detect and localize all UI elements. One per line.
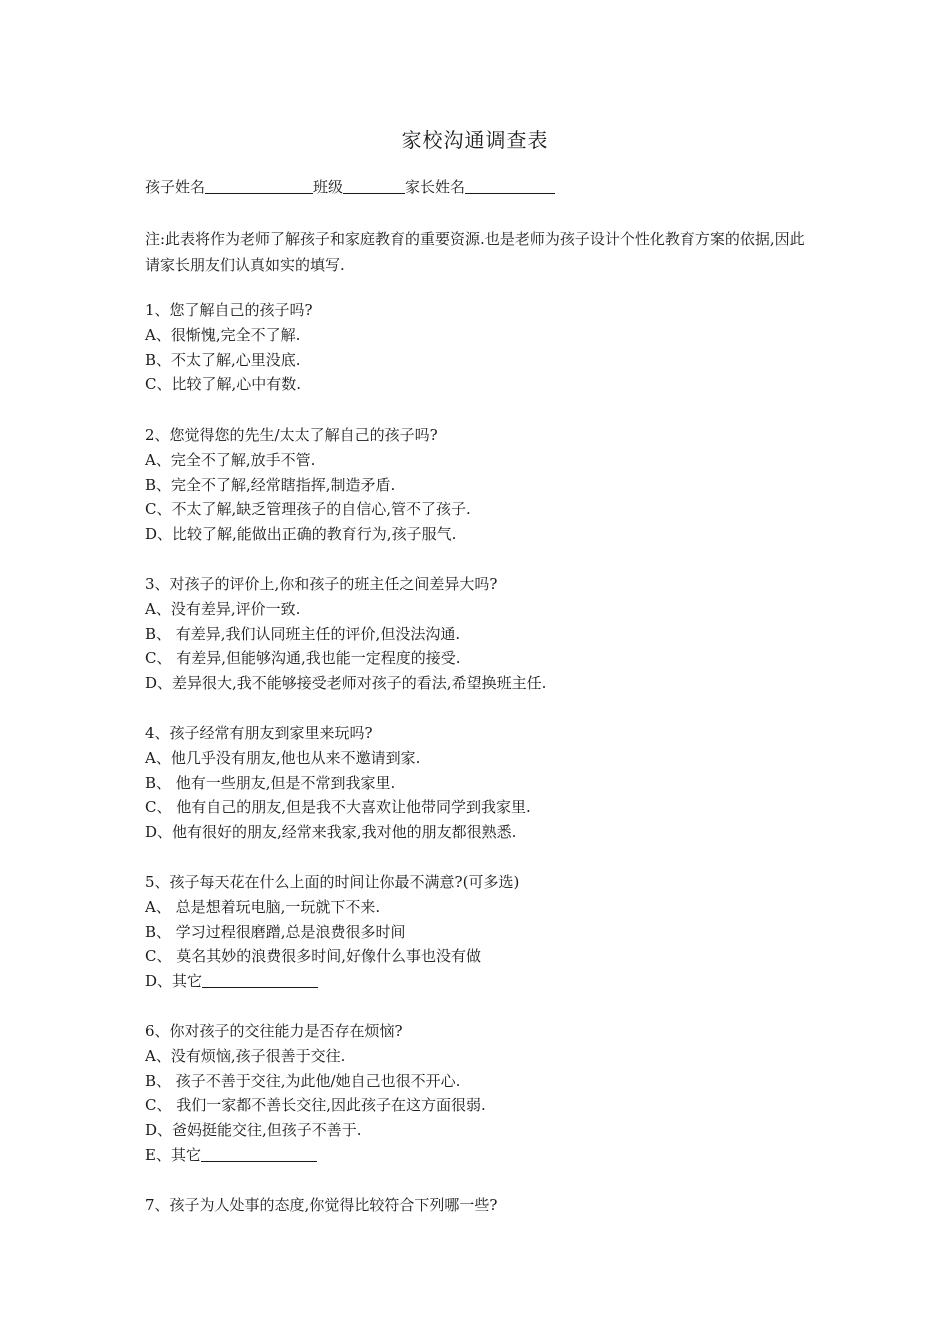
option-d[interactable]: D、比较了解,能做出正确的教育行为,孩子服气. [145,525,457,544]
question-block-2 [145,423,471,547]
question-text: 5、孩子每天花在什么上面的时间让你最不满意?(可多选) [145,873,520,891]
child-name-field[interactable] [205,177,313,194]
option-a[interactable]: A、很惭愧,完全不了解. [145,325,301,344]
option-b[interactable]: B、不太了解,心里没底. [145,350,301,369]
option-d[interactable]: D、其它 [145,972,203,991]
option-c[interactable]: C、不太了解,缺乏管理孩子的自信心,管不了孩子. [145,500,471,519]
option-b[interactable]: B、 学习过程很磨蹭,总是浪费很多时间 [145,922,406,941]
option-c[interactable]: C、比较了解,心中有数. [145,375,302,394]
option-c[interactable]: C、 有差异,但能够沟通,我也能一定程度的接受. [145,649,461,668]
parent-name-label: 家长姓名 [405,178,466,196]
question-block-7 [145,1193,497,1218]
option-b[interactable]: B、完全不了解,经常瞎指挥,制造矛盾. [145,475,396,494]
option-a[interactable]: A、没有烦恼,孩子很善于交往. [145,1046,346,1065]
option-a[interactable]: A、没有差异,评价一致. [145,599,301,618]
question-block-6 [145,1019,486,1168]
option-e[interactable]: E、其它 [145,1145,201,1164]
option-a[interactable]: A、他几乎没有朋友,他也从来不邀请到家. [145,748,421,767]
option-b[interactable]: B、 孩子不善于交往,为此他/她自己也很不开心. [145,1071,461,1090]
option-c[interactable]: C、 他有自己的朋友,但是我不大喜欢让他带同学到我家里. [145,798,531,817]
option-d[interactable]: D、差异很大,我不能够接受老师对孩子的看法,希望换班主任. [145,674,547,693]
question-block-3 [145,572,546,696]
option-d[interactable]: D、他有很好的朋友,经常来我家,我对他的朋友都很熟悉. [145,823,517,842]
question-text: 4、孩子经常有朋友到家里来玩吗? [145,724,373,742]
option-c[interactable]: C、 我们一家都不善长交往,因此孩子在这方面很弱. [145,1096,486,1115]
question-text: 7、孩子为人处事的态度,你觉得比较符合下列哪一些? [145,1196,498,1214]
option-b[interactable]: B、 他有一些朋友,但是不常到我家里. [145,773,396,792]
question-block-5 [145,870,519,994]
question-text: 2、您觉得您的先生/太太了解自己的孩子吗? [145,426,438,444]
other-fill-blank[interactable] [201,1145,317,1162]
class-label: 班级 [313,178,344,196]
option-d-row [145,969,519,994]
question-text: 6、你对孩子的交往能力是否存在烦恼? [145,1022,403,1040]
option-a[interactable]: A、完全不了解,放手不管. [145,450,316,469]
question-text: 1、您了解自己的孩子吗? [145,301,313,319]
parent-name-field[interactable] [465,177,555,194]
note-paragraph: 注:此表将作为老师了解孩子和家庭教育的重要资源.也是老师为孩子设计个性化教育方案的依据,因此请家长朋友们认真如实的填写. [145,230,805,274]
option-c[interactable]: C、 莫名其妙的浪费很多时间,好像什么事也没有做 [145,947,482,966]
option-b[interactable]: B、 有差异,我们认同班主任的评价,但没法沟通. [145,624,461,643]
child-name-label: 孩子姓名 [145,178,206,196]
option-d[interactable]: D、爸妈挺能交往,但孩子不善于. [145,1121,362,1140]
page-title: 家校沟通调查表 [401,128,549,152]
info-line [145,176,555,197]
option-a[interactable]: A、 总是想着玩电脑,一玩就下不来. [145,897,381,916]
question-block-4 [145,721,531,845]
option-e-row [145,1143,486,1168]
other-fill-blank[interactable] [202,971,318,988]
question-block-1 [145,298,313,397]
class-field[interactable] [343,177,405,194]
question-text: 3、对孩子的评价上,你和孩子的班主任之间差异大吗? [145,575,498,593]
